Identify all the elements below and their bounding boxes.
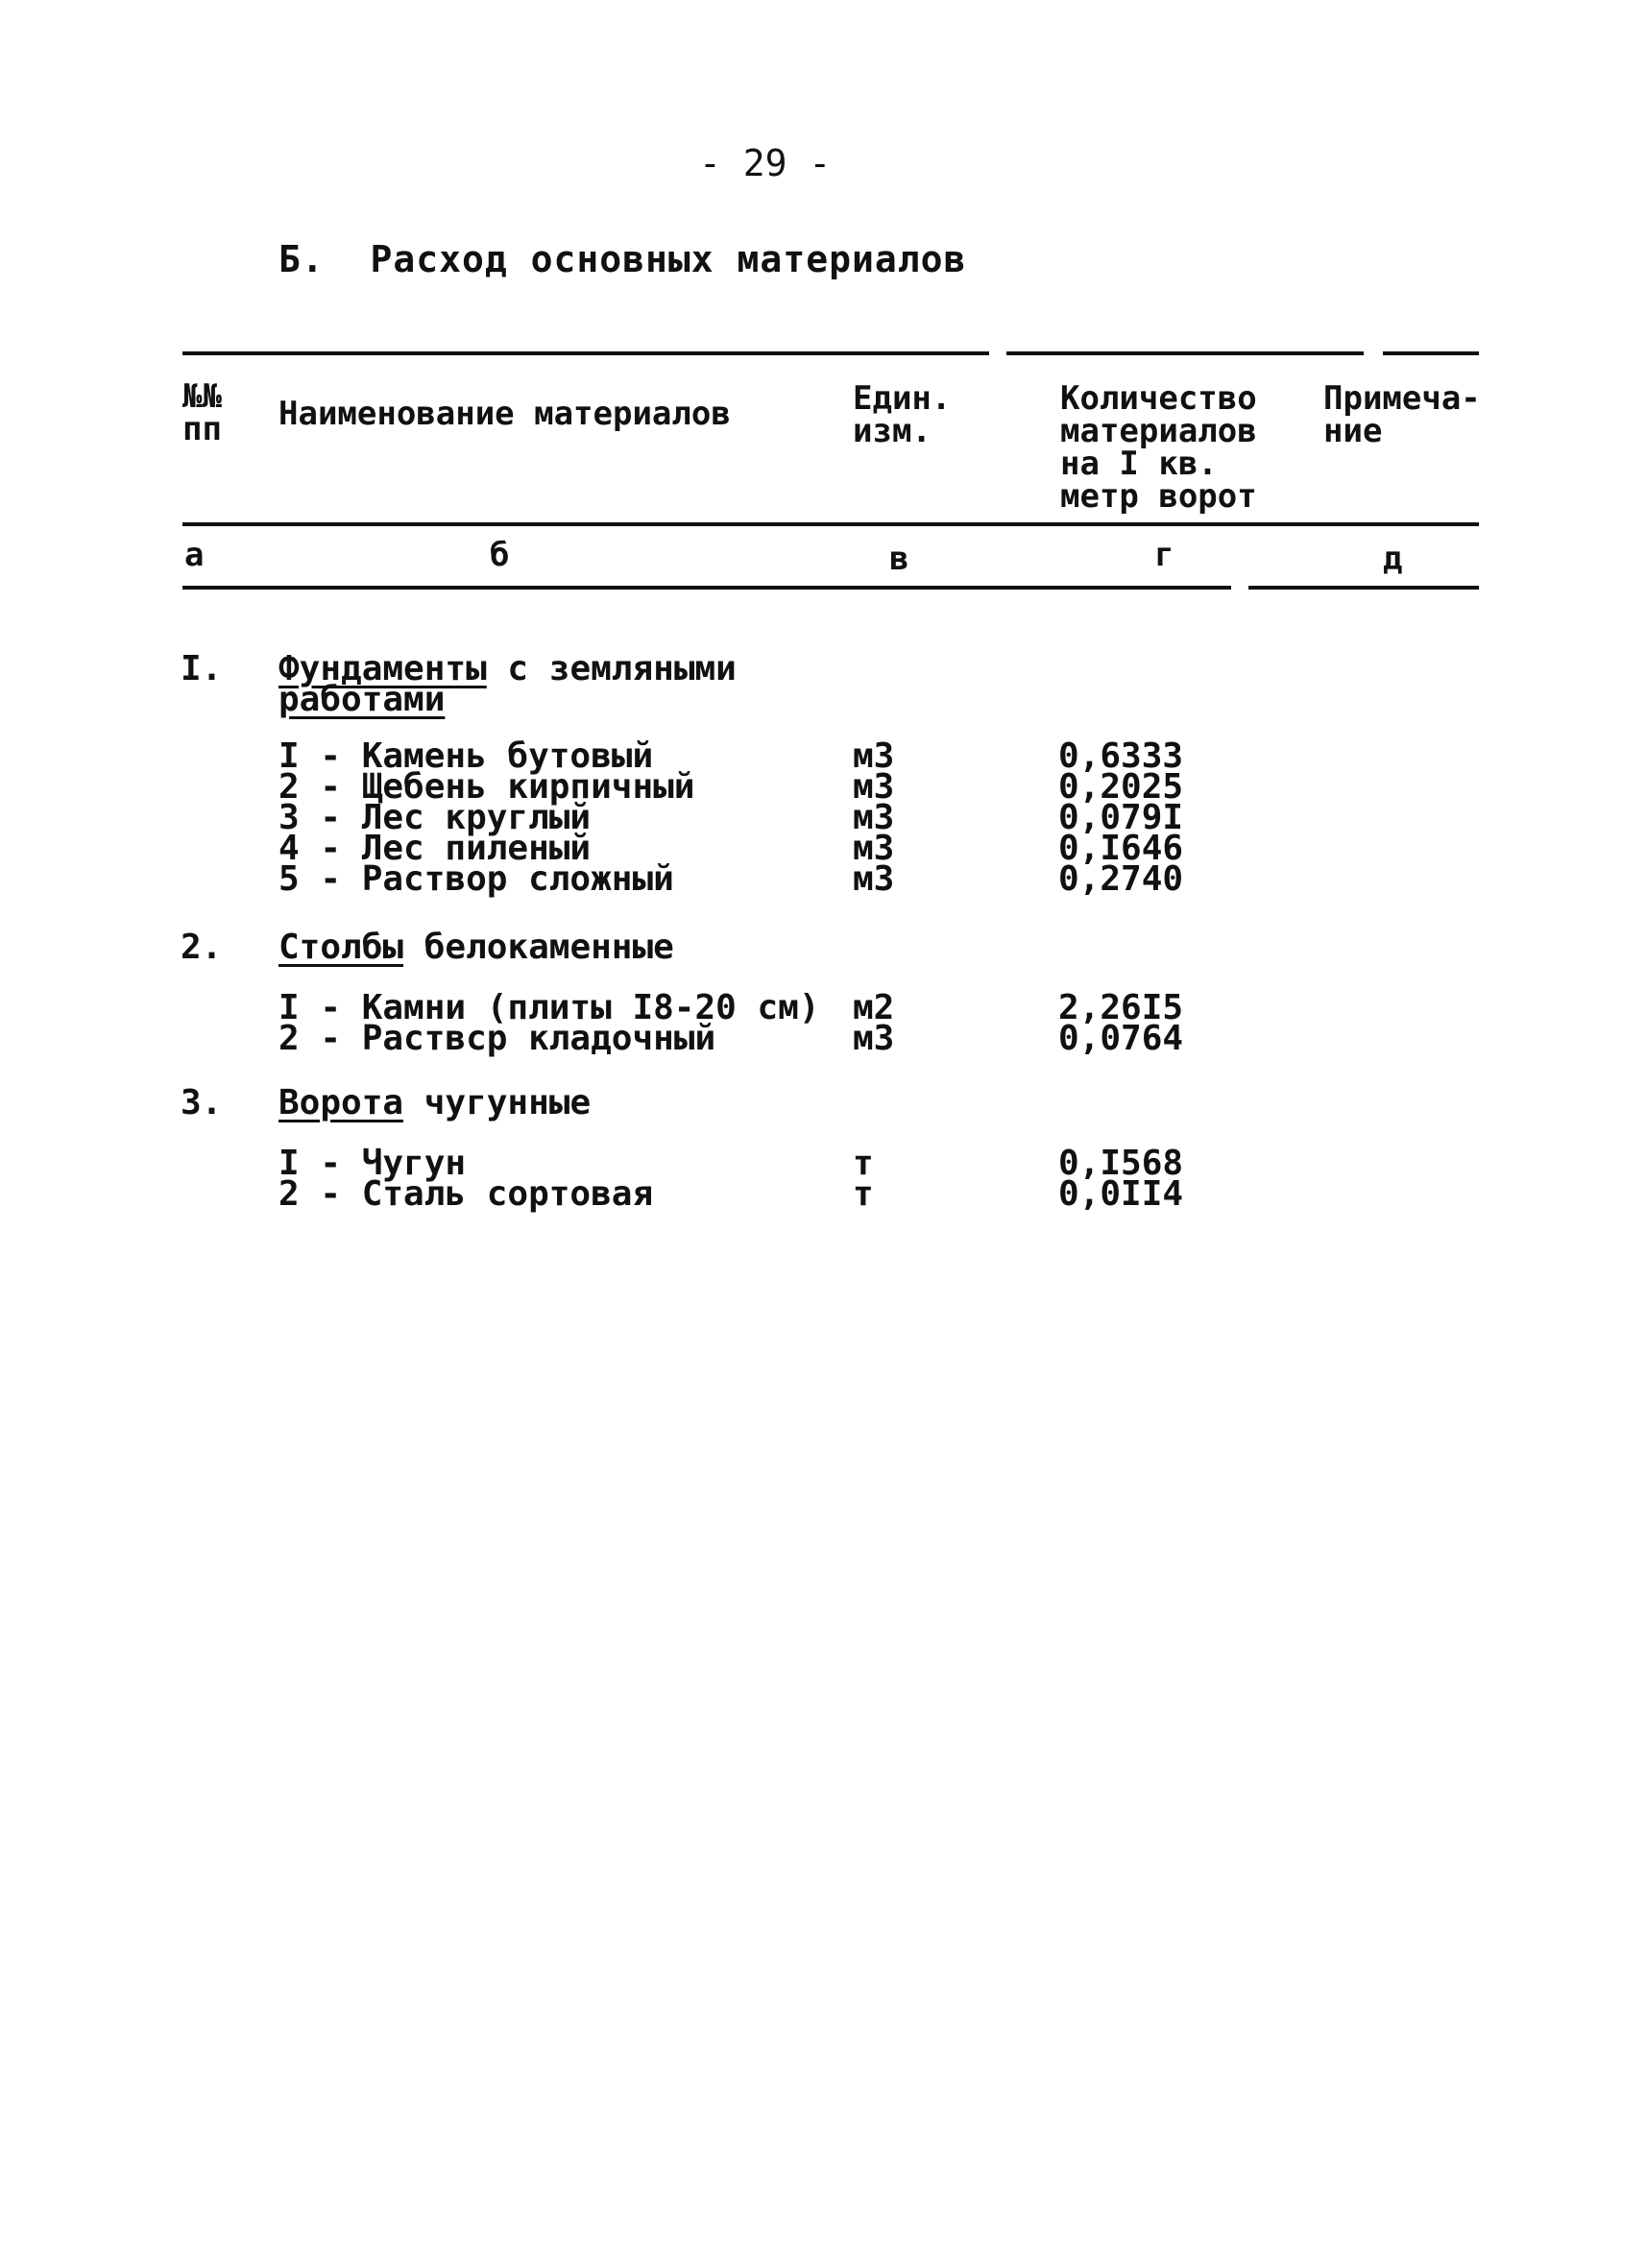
section-3-title <box>278 1083 592 1122</box>
item-1-1-unit: м3 <box>853 736 895 776</box>
item-1-5-label: 5 - Раствор сложный <box>278 859 674 899</box>
item-2-1-qty: 2,26I5 <box>1058 988 1184 1027</box>
item-1-3-qty: 0,079I <box>1058 798 1184 837</box>
header-top-rule-2 <box>1006 351 1364 355</box>
section-1-title-line2-text: работами <box>278 680 446 719</box>
header-bottom-rule <box>182 522 1479 526</box>
col-letter-v: в <box>889 540 909 578</box>
item-2-1-unit: м2 <box>853 988 895 1027</box>
item-1-2-unit: м3 <box>853 767 895 807</box>
page-number: - 29 - <box>699 142 832 184</box>
section-1-number: I. <box>181 649 223 688</box>
item-3-2-label: 2 - Сталь сортовая <box>278 1174 654 1214</box>
section-3-title-underlined: Ворота <box>278 1083 404 1122</box>
item-1-4-unit: м3 <box>853 829 895 868</box>
item-1-2-qty: 0,2025 <box>1058 767 1184 807</box>
item-2-1-label: I - Камни (плиты I8-20 см) <box>278 988 820 1027</box>
section-2-title <box>278 928 674 967</box>
col-header-name: Наименование материалов <box>278 395 731 433</box>
item-1-3-unit: м3 <box>853 798 895 837</box>
col-letter-a: а <box>184 536 205 574</box>
section-title: Б. Расход основных материалов <box>278 238 967 280</box>
item-1-4-label: 4 - Лес пиленый <box>278 829 592 868</box>
item-1-1-qty: 0,6333 <box>1058 736 1184 776</box>
col-letter-g: г <box>1154 536 1174 574</box>
col-header-note: Примеча- ние <box>1323 379 1481 450</box>
item-1-2-label: 2 - Щебень кирпичный <box>278 767 695 807</box>
letters-rule-2 <box>1248 586 1479 590</box>
item-3-1-qty: 0,I568 <box>1058 1144 1184 1183</box>
item-3-2-unit: т <box>853 1174 874 1214</box>
item-1-1-label: I - Камень бутовый <box>278 736 654 776</box>
item-3-1-label: I - Чугун <box>278 1144 467 1183</box>
section-1-title-underlined: Фундаменты <box>278 649 487 688</box>
item-1-5-qty: 0,2740 <box>1058 859 1184 899</box>
section-2-number: 2. <box>181 928 223 967</box>
section-3-title-rest: чугунные <box>403 1083 592 1122</box>
col-letter-b: б <box>490 536 510 574</box>
item-2-2-unit: м3 <box>853 1019 895 1058</box>
col-letter-d: д <box>1383 540 1403 578</box>
item-3-2-qty: 0,0II4 <box>1058 1174 1184 1214</box>
item-1-3-label: 3 - Лес круглый <box>278 798 592 837</box>
col-header-num: №№ пп <box>182 377 222 448</box>
item-1-5-unit: м3 <box>853 859 895 899</box>
item-3-1-unit: т <box>853 1144 874 1183</box>
section-3-number: 3. <box>181 1083 223 1122</box>
col-header-qty: Количество материалов на I кв. метр ворот <box>1060 379 1257 516</box>
item-2-2-label: 2 - Раствср кладочный <box>278 1019 716 1058</box>
section-1-title-line2 <box>278 680 446 719</box>
section-1-title-rest: с земляными <box>486 649 737 688</box>
col-header-unit: Един. изм. <box>853 379 952 450</box>
header-top-rule-1 <box>182 351 989 355</box>
section-2-title-rest: белокаменные <box>403 928 674 967</box>
item-2-2-qty: 0,0764 <box>1058 1019 1184 1058</box>
item-1-4-qty: 0,I646 <box>1058 829 1184 868</box>
header-top-rule-3 <box>1383 351 1479 355</box>
letters-rule-1 <box>182 586 1231 590</box>
section-2-title-underlined: Столбы <box>278 928 404 967</box>
